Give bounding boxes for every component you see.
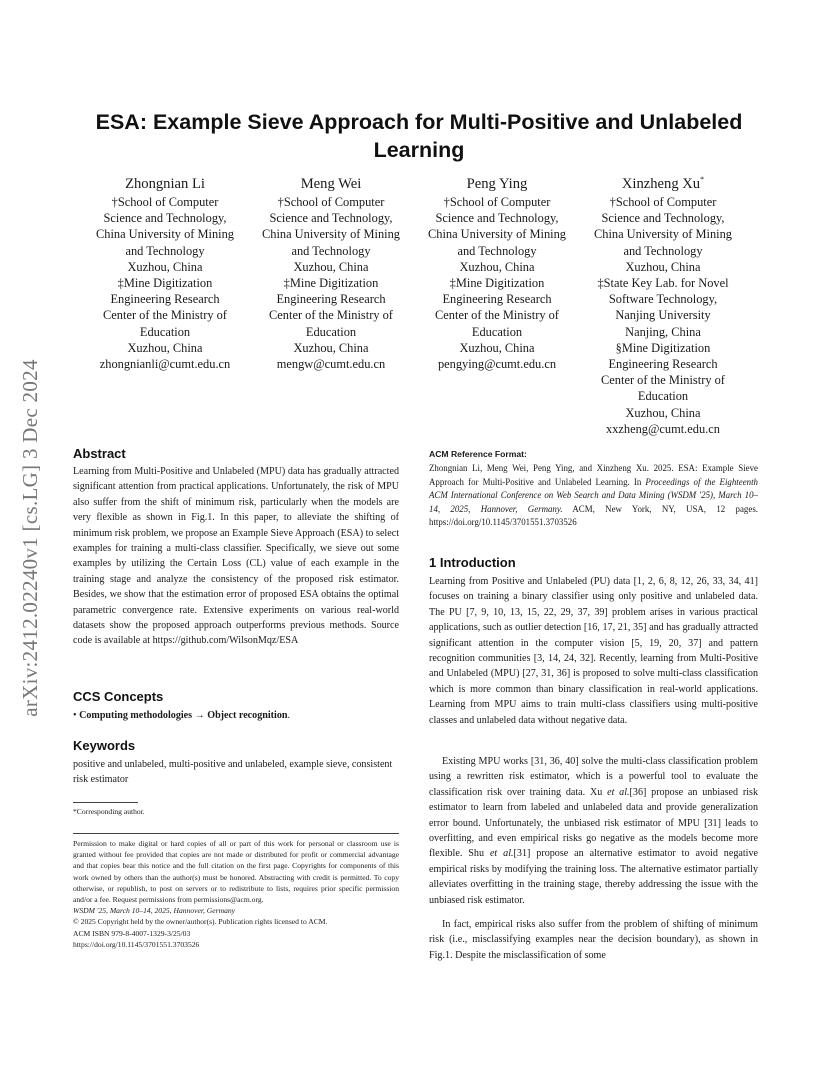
paper-title: ESA: Example Sieve Approach for Multi-Positive and Unlabeled Learning xyxy=(95,110,743,162)
permission-rule xyxy=(73,833,399,834)
acm-ref-heading: ACM Reference Format: xyxy=(429,449,527,459)
permission-text: Permission to make digital or hard copies of all or part of this work for personal or classroom use is granted without fee provided that copies are not made or distributed for profit or commercial advantage and that copies bear this notice and the full citation on the first page. Copyrights for components of this work owned by others than the author(s) must be honored. Abstracting with credit is permitted. To copy otherwise, or republish, to post on servers or to redistribute to lists, requires prior specific permission and/or a fee. Request permissions from permissions@acm.org. xyxy=(73,839,399,905)
author-name: Zhongnian Li xyxy=(125,176,205,192)
author-affiliation: †School of Computer Science and Technology, China University of Mining and Technology Xuzhou, China ‡Mine Digitization Engineering Research Center of the Ministry of Education Xuzhou, China zhongnianli@cumt.edu.cn xyxy=(95,195,234,372)
doi-line: https://doi.org/10.1145/3701551.3703526 xyxy=(73,939,200,949)
intro-p3: In fact, empirical risks also suffer from the problem of shifting of minimum risk (i.e., misclassifying examples near the decision boundary), as shown in Fig.1. Despite the misclassification of some xyxy=(429,919,758,961)
ccs-concept: Computing methodologies → Object recognition xyxy=(79,710,288,721)
author-affiliation: †School of Computer Science and Technology, China University of Mining and Technology Xuzhou, China ‡Mine Digitization Engineering Research Center of the Ministry of Education Xuzhou, China mengw@cumt.edu.cn xyxy=(261,195,400,372)
author-block xyxy=(247,174,415,372)
author-block xyxy=(579,174,747,437)
arxiv-stamp: arXiv:2412.02240v1 [cs.LG] 3 Dec 2024 xyxy=(18,359,42,717)
isbn-line: ACM ISBN 979-8-4007-1329-3/25/03 xyxy=(73,928,191,938)
author-affiliation: †School of Computer Science and Technology, China University of Mining and Technology Xuzhou, China ‡State Key Lab. for Novel Software Technology, Nanjing University Nanjing, China §Mine Digitization Engineering Research Center of the Ministry of Education Xuzhou, China xxzheng@cumt.edu.cn xyxy=(593,195,732,436)
permission-block xyxy=(73,838,399,950)
ccs-text: • Computing methodologies → Object recognition. xyxy=(73,710,291,721)
ccs-heading: CCS Concepts xyxy=(73,689,164,704)
intro-p1: Learning from Positive and Unlabeled (PU) data [1, 2, 6, 8, 12, 26, 33, 34, 41] focuses on training a binary classifier using only positive and unlabeled data. The PU [7, 9, 10, 13, 15, 22, 29, 37, 39] problem arises in various practical applications, such as outlier detection [16, 17, 21, 35] and has gradually attracted significant attention in the computer vision [5, 19, 20, 37] and pattern recognition communities [3, 14, 24, 32]. Recently, learning from Multi-Positive and Unlabeled (MPU) [27, 31, 36] is proposed to solve multi-class classification which is more common than binary classification in real-world applications. Learning from MPU aims to train multi-class classifiers using multi-positive classes and unlabeled data without negative data. xyxy=(429,576,758,726)
author-affiliation: †School of Computer Science and Technology, China University of Mining and Technology Xuzhou, China ‡Mine Digitization Engineering Research Center of the Ministry of Education Xuzhou, China pengying@cumt.edu.cn xyxy=(427,195,566,372)
intro-p2: Existing MPU works [31, 36, 40] solve the multi-class classification problem using a rewritten risk estimator, which is a powerful tool to evaluate the classification risk over training data. Xu et al.[36] propose an unbiased risk estimator to learn from labeled and unlabeled data and provide generalization error bound. Unfortunately, the unbiased risk estimator of MPU [31] leads to overfitting, and even empirical risks go negative as the models become more flexible. Shu et al.[31] propose an alternative estimator to avoid negative empirical risks by modifying the training loss. The alternative estimator partially alleviates overfitting in the training stage, thereby addressing the issue with the unbiased risk estimator. xyxy=(429,756,758,906)
author-block xyxy=(81,174,249,372)
abstract-text: Learning from Multi-Positive and Unlabeled (MPU) data has gradually attracted significant attention from practical applications. Unfortunately, the risk of MPU also suffer from the shift of minimum risk, particularly when the models are very flexible as shown in Fig.1. In this paper, to alleviate the shifting of minimum risk problem, we propose an Example Sieve Approach (ESA) to select examples for training a multi-class classifier. Specifically, we sieve out some examples by utilizing the Certain Loss (CL) value of each example in the training stage and analyze the consistency of the proposed risk estimator. Besides, we show that the estimation error of proposed ESA obtains the optimal parametric convergence rate. Extensive experiments on various real-world datasets show the proposed approach outperforms previous methods. Source code is available at https://github.com/WilsonMqz/ESA xyxy=(73,466,399,647)
author-block xyxy=(413,174,581,372)
author-name: Xinzheng Xu* xyxy=(621,175,705,192)
footnote-rule xyxy=(73,802,138,803)
author-name: Meng Wei xyxy=(300,176,362,192)
acm-ref-text: Zhongnian Li, Meng Wei, Peng Ying, and Xinzheng Xu. 2025. ESA: Example Sieve Approach for Multi-Positive and Unlabeled Learning. In Proceedings of the Eighteenth ACM International Conference on Web Search and Data Mining (WSDM '25), March 10–14, 2025, Hannover, Germany. ACM, New York, NY, USA, 12 pages. https://doi.org/10.1145/3701551.3703526 xyxy=(429,463,758,527)
keywords-heading: Keywords xyxy=(73,738,136,753)
keywords-text: positive and unlabeled, multi-positive and unlabeled, example sieve, consistent risk estimator xyxy=(73,759,393,786)
copyright-line: © 2025 Copyright held by the owner/author(s). Publication rights licensed to ACM. xyxy=(73,917,328,927)
venue-line: WSDM '25, March 10–14, 2025, Hannover, Germany xyxy=(73,906,236,916)
author-name: Peng Ying xyxy=(466,176,528,192)
acm-ref-proceedings: Proceedings of the Eighteenth ACM International Conference on Web Search and Data Mining (WSDM '25), March 10–14, 2025, Hannover, Germany. xyxy=(429,476,758,514)
footnote: *Corresponding author. xyxy=(73,807,145,816)
abstract-heading: Abstract xyxy=(73,446,126,461)
intro-heading: 1 Introduction xyxy=(429,555,516,570)
